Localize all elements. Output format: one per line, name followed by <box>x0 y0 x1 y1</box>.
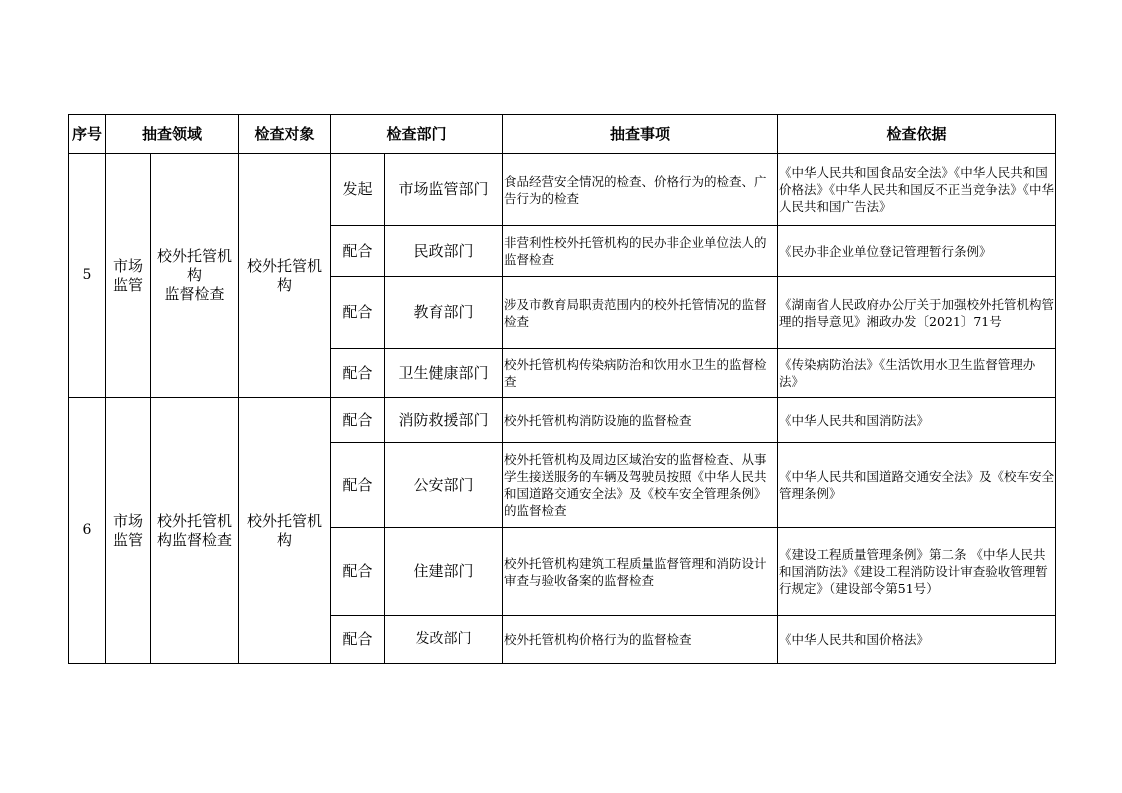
header-row <box>69 115 1056 154</box>
basis-cell: 《中华人民共和国消防法》 <box>778 398 1056 443</box>
item-cell: 校外托管机构建筑工程质量监督管理和消防设计审查与验收备案的监督检查 <box>503 528 778 616</box>
field-cell-b: 校外托管机 构监督检查 <box>151 398 239 664</box>
basis-cell: 《中华人民共和国食品安全法》《中华人民共和国价格法》《中华人民共和国反不正当竞争法》《中华人民共和国广告法》 <box>778 154 1056 226</box>
target-cell: 校外托管机 构 <box>239 154 331 398</box>
basis-cell: 《传染病防治法》《生活饮用水卫生监督管理办法》 <box>778 349 1056 398</box>
role-cell: 配合 <box>331 226 385 277</box>
role-cell: 配合 <box>331 528 385 616</box>
basis-cell: 《建设工程质量管理条例》第二条 《中华人民共和国消防法》《建设工程消防设计审查验收管理暂行规定》（建设部令第51号） <box>778 528 1056 616</box>
table-row <box>69 398 1056 443</box>
field-cell-a: 市场 监管 <box>106 154 151 398</box>
basis-cell: 《中华人民共和国价格法》 <box>778 616 1056 664</box>
dept-cell: 民政部门 <box>385 226 503 277</box>
field-cell-b: 校外托管机 构 监督检查 <box>151 154 239 398</box>
item-cell: 校外托管机构及周边区域治安的监督检查、从事学生接送服务的车辆及驾驶员按照《中华人民共和国道路交通安全法》及《校车安全管理条例》的监督检查 <box>503 443 778 528</box>
header-items: 抽查事项 <box>503 115 778 154</box>
role-cell: 配合 <box>331 349 385 398</box>
dept-cell: 住建部门 <box>385 528 503 616</box>
basis-cell: 《中华人民共和国道路交通安全法》及《校车安全管理条例》 <box>778 443 1056 528</box>
dept-cell: 消防救援部门 <box>385 398 503 443</box>
field-cell-a: 市场 监管 <box>106 398 151 664</box>
header-dept: 检查部门 <box>331 115 503 154</box>
basis-cell: 《民办非企业单位登记管理暂行条例》 <box>778 226 1056 277</box>
role-cell: 发起 <box>331 154 385 226</box>
item-cell: 食品经营安全情况的检查、价格行为的检查、广告行为的检查 <box>503 154 778 226</box>
item-cell: 涉及市教育局职责范围内的校外托管情况的监督检查 <box>503 277 778 349</box>
seq-cell: 5 <box>69 154 106 398</box>
header-basis: 检查依据 <box>778 115 1056 154</box>
header-target: 检查对象 <box>239 115 331 154</box>
table-row <box>69 154 1056 226</box>
target-cell: 校外托管机 构 <box>239 398 331 664</box>
dept-cell: 公安部门 <box>385 443 503 528</box>
dept-cell: 教育部门 <box>385 277 503 349</box>
seq-cell: 6 <box>69 398 106 664</box>
dept-cell: 卫生健康部门 <box>385 349 503 398</box>
role-cell: 配合 <box>331 443 385 528</box>
role-cell: 配合 <box>331 277 385 349</box>
dept-cell: 发改部门 <box>385 616 503 664</box>
header-seq: 序号 <box>69 115 106 154</box>
item-cell: 校外托管机构价格行为的监督检查 <box>503 616 778 664</box>
item-cell: 校外托管机构消防设施的监督检查 <box>503 398 778 443</box>
inspection-table <box>68 114 1056 664</box>
basis-cell: 《湖南省人民政府办公厅关于加强校外托管机构管理的指导意见》湘政办发〔2021〕71号 <box>778 277 1056 349</box>
header-field: 抽查领域 <box>106 115 239 154</box>
role-cell: 配合 <box>331 398 385 443</box>
item-cell: 非营利性校外托管机构的民办非企业单位法人的监督检查 <box>503 226 778 277</box>
item-cell: 校外托管机构传染病防治和饮用水卫生的监督检查 <box>503 349 778 398</box>
role-cell: 配合 <box>331 616 385 664</box>
dept-cell: 市场监管部门 <box>385 154 503 226</box>
